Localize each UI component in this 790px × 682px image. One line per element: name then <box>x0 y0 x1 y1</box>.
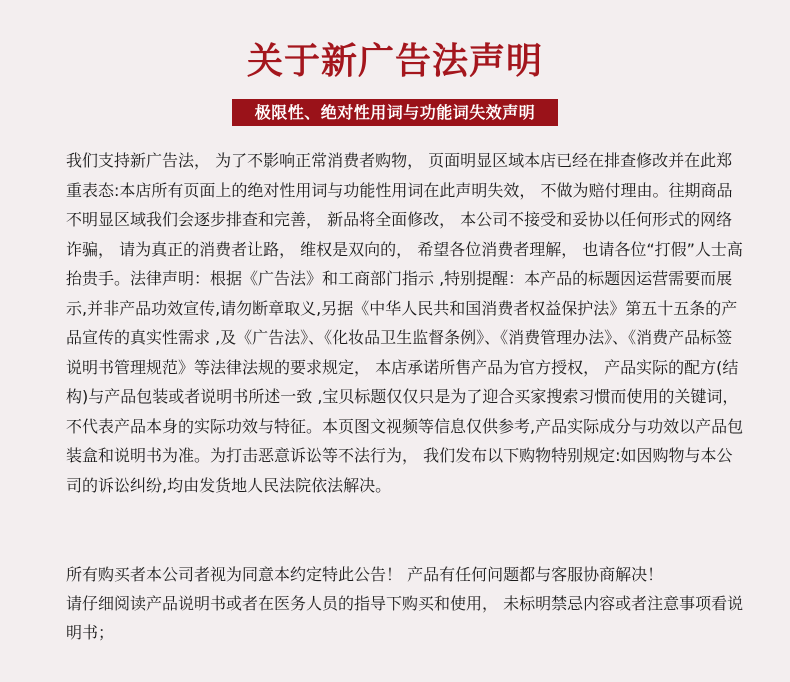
subtitle-text: 极限性、绝对性用词与功能词失效声明 <box>254 103 536 122</box>
statement-paragraph-notice: 所有购买者本公司者视为同意本约定特此公告！ 产品有任何问题都与客服协商解决！ <box>66 565 664 584</box>
subtitle-banner <box>232 99 558 126</box>
statement-body <box>66 146 746 500</box>
page-title: 关于新广告法声明 <box>246 41 543 82</box>
statement-paragraph-main: 我们支持新广告法， 为了不影响正常消费者购物， 页面明显区域本店已经在排查修改并在此郑重表态:本店所有页面上的绝对性用词与功能性用词在此声明失效， 不做为赔付理由。往期商品不明显区域我们会逐步排查和完善， 新品将全面修改， 本公司不接受和妥协以任何形式的网络诈骗， 请为真正的消费者让路， 维权是双向的， 希望各位消费者理解， 也请各位“打假”人士高抬贵手。法律声明：根据《广告法》和工商部门指示 ,特别提醒：本产品的标题因运营需要而展示,并非产品功效宣传,请勿断章取义,另据《中华人民共和国消费者权益保护法》第五十五条的产品宣传的真实性需求 ,及《广告法》、《化妆品卫生监督条例》、《消费管理办法》、《消费产品标签说明书管理规范》等法律法规的要求规定， 本店承诺所售产品为官方授权， 产品实际的配方(结构)与产品包装或者说明书所述一致 ,宝贝标题仅仅只是为了迎合买家搜索习惯而使用的关键词， 不代表产品本身的实际功效与特征。本页图文视频等信息仅供参考,产品实际成分与功效以产品包装盒和说明书为准。为打击恶意诉讼等不法行为， 我们发布以下购物特别规定:如因购物与本公司的诉讼纠纷,均由发货地人民法院依法解决。 <box>66 151 744 495</box>
statement-notice <box>66 560 746 589</box>
statement-advice <box>66 589 746 647</box>
statement-paragraph-advice: 请仔细阅读产品说明书或者在医务人员的指导下购买和使用， 未标明禁忌内容或者注意事项看说明书； <box>66 594 744 642</box>
